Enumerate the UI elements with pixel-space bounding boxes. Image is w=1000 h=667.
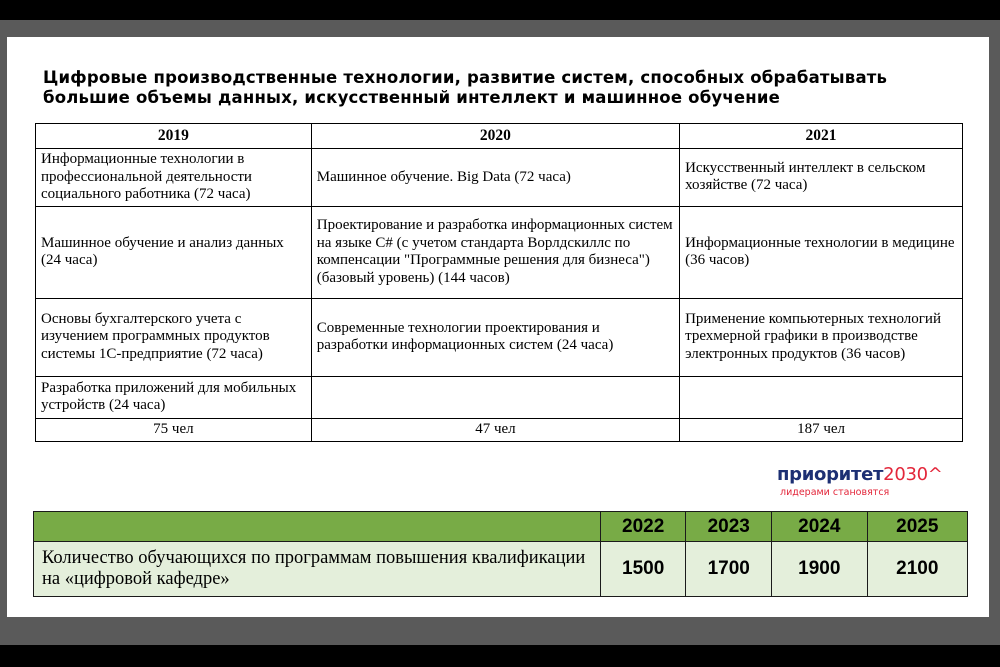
total-2019: 75 чел [36,418,312,441]
year-2022: 2022 [600,512,686,542]
table-row [36,149,963,207]
courses-table [35,123,963,442]
forecast-description: Количество обучающихся по программам повышения квалификации на «цифровой кафедре» [34,542,601,597]
table-cell: Информационные технологии в профессиональной деятельности социального работника (72 часа) [36,149,312,207]
value-2024: 1900 [772,542,868,597]
table-cell: Применение компьютерных технологий трехмерной графики в производстве электронных продуктов (36 часов) [680,298,963,376]
header-2020: 2020 [311,124,679,149]
logo-text: приоритет [777,464,884,485]
header-2019: 2019 [36,124,312,149]
priority-2030-logo [777,464,977,506]
forecast-values-row [34,542,968,597]
table-cell: Современные технологии проектирования и разработки информационных систем (24 часа) [311,298,679,376]
forecast-header-empty [34,512,601,542]
slide [7,37,989,617]
table-cell: Основы бухгалтерского учета с изучением программных продуктов системы 1С-предприятие (72 часа) [36,298,312,376]
table-cell [680,376,963,418]
courses-table-header [36,124,963,149]
total-2021: 187 чел [680,418,963,441]
title-line-2: большие объемы данных, искусственный интеллект и машинное обучение [43,88,781,107]
table-cell: Машинное обучение и анализ данных (24 часа) [36,206,312,298]
table-row [36,298,963,376]
table-row [36,376,963,418]
table-cell: Машинное обучение. Big Data (72 часа) [311,149,679,207]
students-forecast-table [33,511,968,597]
slide-title [43,68,973,108]
header-2021: 2021 [680,124,963,149]
table-row [36,206,963,298]
year-2024: 2024 [772,512,868,542]
table-cell: Информационные технологии в медицине (36 часов) [680,206,963,298]
year-2023: 2023 [686,512,772,542]
title-line-1: Цифровые производственные технологии, развитие систем, способных обрабатывать [43,68,888,87]
value-2025: 2100 [867,542,967,597]
total-2020: 47 чел [311,418,679,441]
value-2023: 1700 [686,542,772,597]
value-2022: 1500 [600,542,686,597]
table-cell [311,376,679,418]
logo-tagline: лидерами становятся [780,487,890,498]
table-cell: Проектирование и разработка информационных систем на языке C# (с учетом стандарта Ворлдскиллс по компенсации "Программные решения для бизнеса") (базовый уровень) (144 часов) [311,206,679,298]
forecast-header-row [34,512,968,542]
year-2025: 2025 [867,512,967,542]
table-cell: Искусственный интеллект в сельском хозяйстве (72 часа) [680,149,963,207]
logo-year: 2030^ [883,464,943,485]
totals-row [36,418,963,441]
table-cell: Разработка приложений для мобильных устройств (24 часа) [36,376,312,418]
